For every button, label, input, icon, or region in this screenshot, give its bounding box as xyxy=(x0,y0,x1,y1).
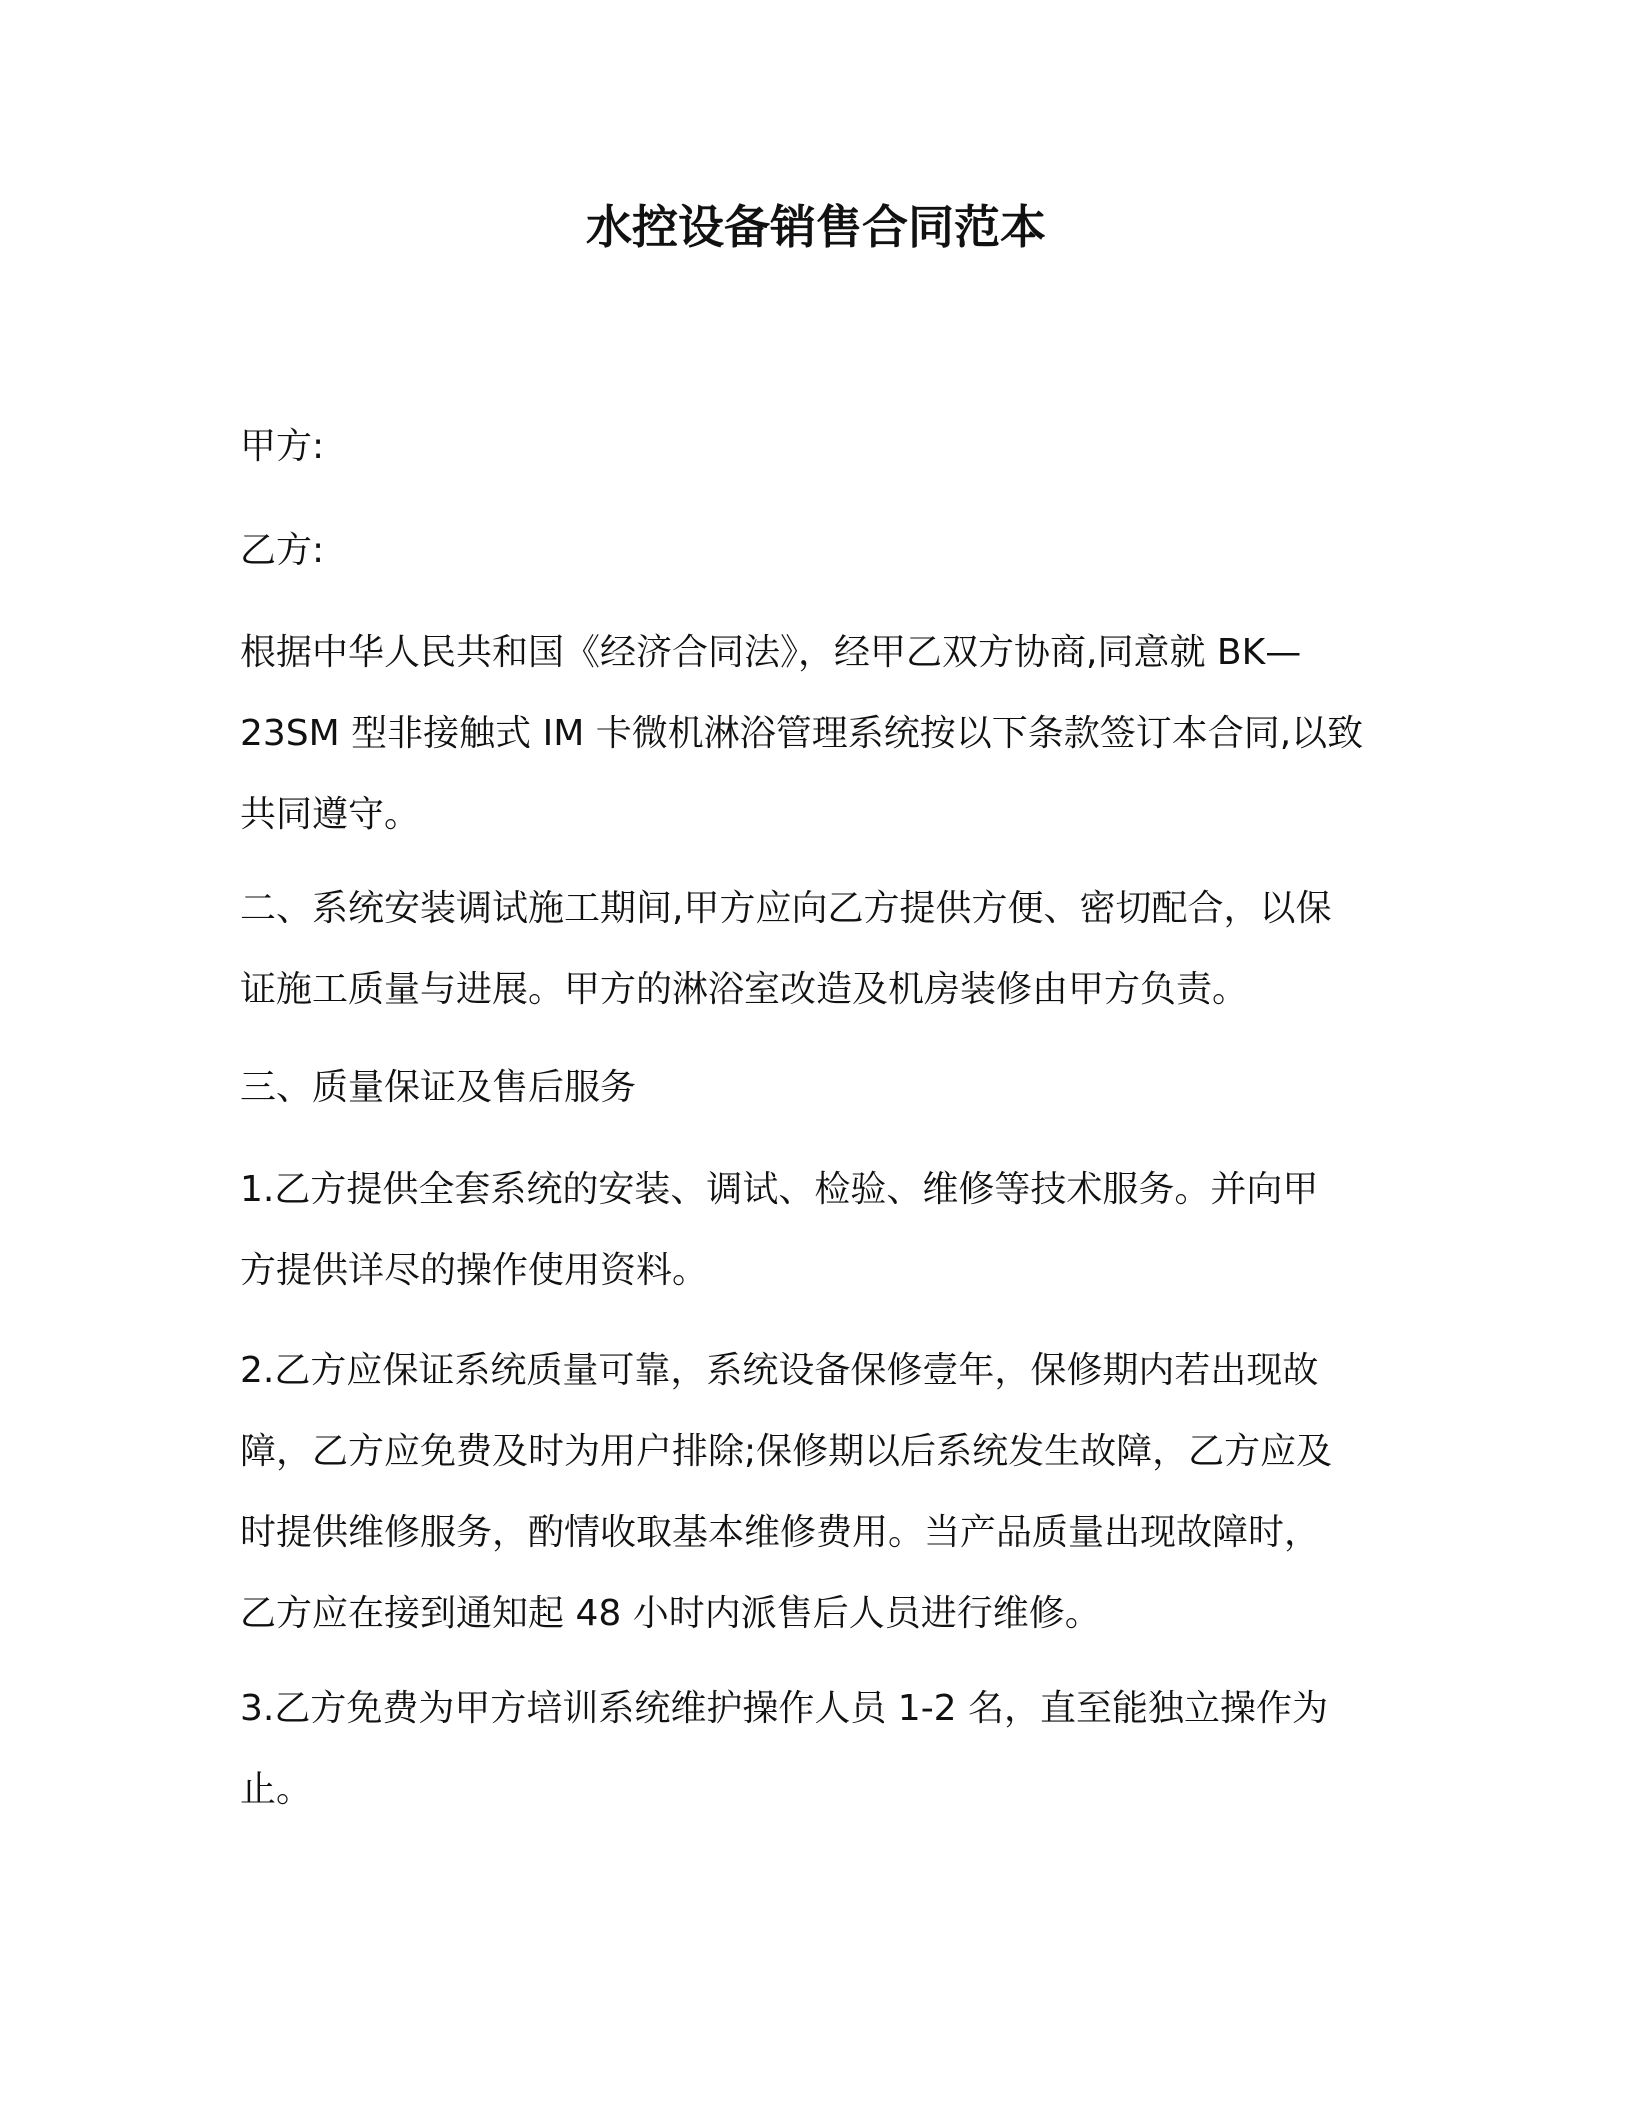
party-a-text: 甲方: xyxy=(240,426,325,467)
section-two-line: 证施工质量与进展。甲方的淋浴室改造及机房装修由甲方负责。 xyxy=(240,969,1249,1010)
section-two-line: 二、系统安装调试施工期间,甲方应向乙方提供方便、密切配合，以保 xyxy=(240,888,1332,929)
document-title: 水控设备销售合同范本 xyxy=(586,200,1046,254)
item-2-paragraph xyxy=(240,1330,1390,1654)
item-1-line: 方提供详尽的操作使用资料。 xyxy=(240,1250,709,1291)
item-3-paragraph xyxy=(240,1668,1390,1830)
intro-line: 根据中华人民共和国《经济合同法》，经甲乙双方协商,同意就 BK— xyxy=(240,632,1302,673)
item-2-line: 乙方应在接到通知起 48 小时内派售后人员进行维修。 xyxy=(240,1593,1101,1634)
item-1-line: 1.乙方提供全套系统的安装、调试、检验、维修等技术服务。并向甲 xyxy=(240,1169,1319,1210)
item-2-line: 时提供维修服务，酌情收取基本维修费用。当产品质量出现故障时， xyxy=(240,1512,1321,1553)
item-2-line: 2.乙方应保证系统质量可靠，系统设备保修壹年，保修期内若出现故 xyxy=(240,1350,1319,1391)
party-b-text: 乙方: xyxy=(240,530,325,571)
section-three-heading xyxy=(240,1047,1390,1128)
section-two-paragraph xyxy=(240,868,1390,1030)
party-b-label xyxy=(240,510,1390,591)
intro-line: 23SM 型非接触式 IM 卡微机淋浴管理系统按以下条款签订本合同,以致 xyxy=(240,713,1364,754)
party-a-label xyxy=(240,406,1390,487)
intro-line: 共同遵守。 xyxy=(240,794,421,835)
intro-paragraph xyxy=(240,612,1390,855)
section-three-heading-text: 三、质量保证及售后服务 xyxy=(240,1067,637,1108)
item-3-line: 3.乙方免费为甲方培训系统维护操作人员 1-2 名，直至能独立操作为 xyxy=(240,1688,1329,1729)
item-2-line: 障，乙方应免费及时为用户排除;保修期以后系统发生故障，乙方应及 xyxy=(240,1431,1333,1472)
item-1-paragraph xyxy=(240,1149,1390,1311)
item-3-line: 止。 xyxy=(240,1769,313,1810)
